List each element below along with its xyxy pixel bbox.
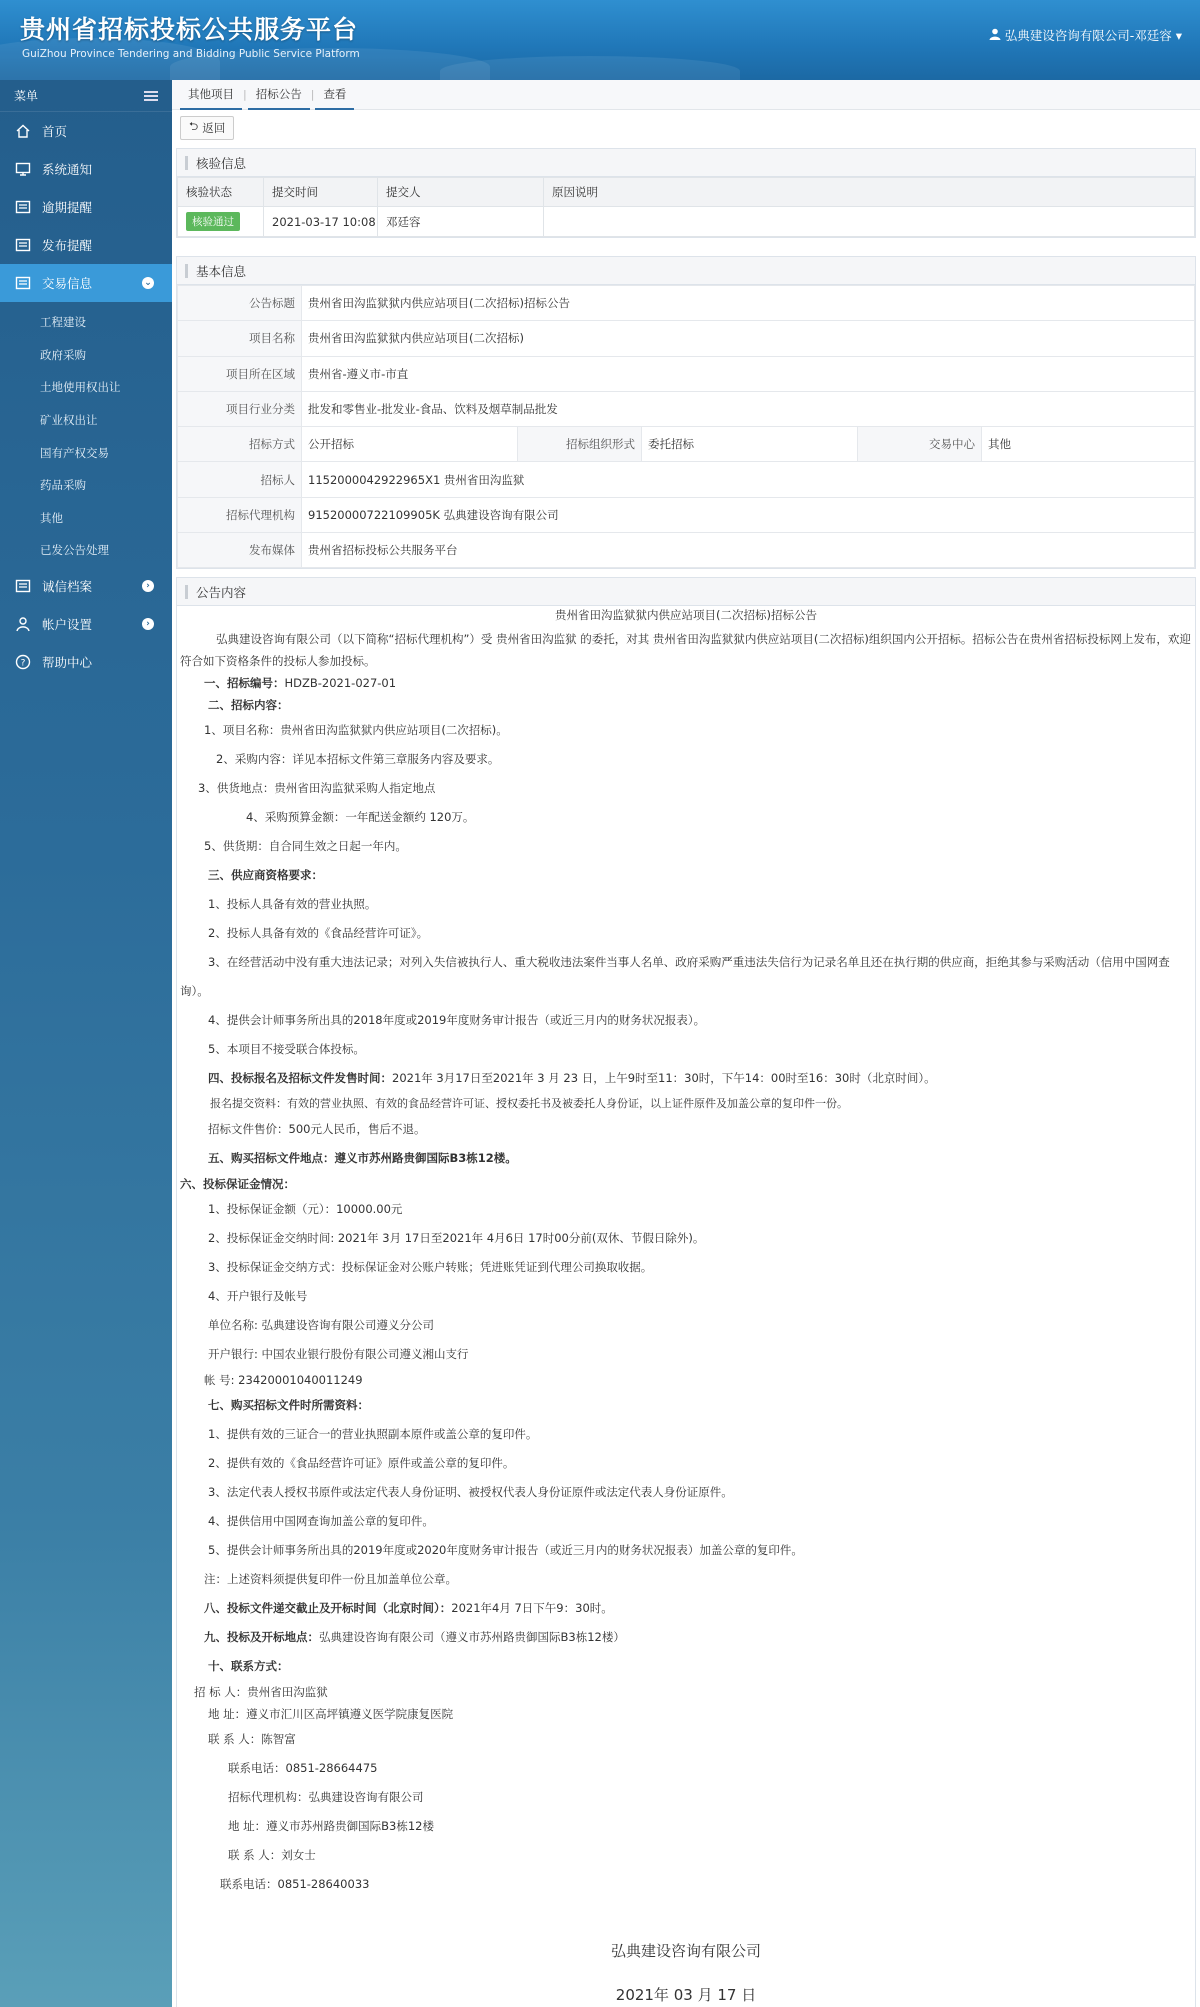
verify-panel xyxy=(176,148,1196,238)
text-line: 4、提供信用中国网查询加盖公章的复印件。 xyxy=(208,1514,434,1529)
text-line: 1、提供有效的三证合一的营业执照副本原件或盖公章的复印件。 xyxy=(208,1427,538,1442)
section-label: 一、招标编号： xyxy=(204,676,285,691)
menu-header xyxy=(0,80,172,112)
col-header: 提交人 xyxy=(378,178,544,207)
field-label: 招标组织形式 xyxy=(518,427,642,462)
toolbar xyxy=(172,110,1200,146)
announcement-panel xyxy=(176,577,1196,2007)
section-label: 九、投标及开标地点： xyxy=(204,1630,319,1645)
submitter: 邓廷容 xyxy=(378,207,544,237)
nav-trade-info[interactable] xyxy=(0,264,172,302)
tender-number: HDZB-2021-027-01 xyxy=(284,676,397,691)
text-line: 开户银行: 中国农业银行股份有限公司遵义湘山支行 xyxy=(208,1347,469,1362)
text-line: 3、供货地点：贵州省田沟监狱采购人指定地点 xyxy=(198,781,436,796)
text-line: 帐 号: 23420001040011249 xyxy=(204,1373,363,1388)
svg-text:?: ? xyxy=(20,658,26,669)
section-heading: 五、购买招标文件地点：遵义市苏州路贵御国际B3栋12楼。 xyxy=(208,1151,517,1166)
text-line: 联 系 人：刘女士 xyxy=(228,1848,316,1863)
location: 弘典建设咨询有限公司（遵义市苏州路贵御国际B3栋12楼） xyxy=(319,1630,625,1645)
nav-label: 帮助中心 xyxy=(42,654,93,670)
status-badge: 核验通过 xyxy=(186,212,240,231)
help-icon xyxy=(14,653,32,671)
separator: | xyxy=(310,88,315,101)
text-line: 联系电话：0851-28640033 xyxy=(220,1877,370,1892)
text-line: 联 系 人：陈智富 xyxy=(208,1732,296,1747)
field-label: 公告标题 xyxy=(178,286,302,321)
hamburger-icon[interactable] xyxy=(144,91,158,101)
signature: 弘典建设咨询有限公司 xyxy=(610,1942,761,1961)
sale-time: 2021年 3月17日至2021年 3 月 23 日，上午9时至11：30时，下午14：00时至16：30时（北京时间）。 xyxy=(392,1071,936,1086)
nav-system-notice[interactable] xyxy=(0,150,172,188)
nav-label: 交易信息 xyxy=(42,276,93,291)
reason xyxy=(544,207,1195,237)
caret-down-icon: ▾ xyxy=(1175,27,1182,43)
signature-date: 2021年 03 月 17 日 xyxy=(615,1986,757,2005)
nav-label: 系统通知 xyxy=(42,162,93,177)
section-heading: 三、供应商资格要求： xyxy=(208,868,323,883)
text-line: 4、开户银行及帐号 xyxy=(208,1289,308,1304)
field-label: 项目名称 xyxy=(178,321,302,356)
text-line: 4、提供会计师事务所出具的2018年度或2019年度财务审计报告（或近三月内的财务状况报表）。 xyxy=(208,1013,706,1028)
nav-account-settings[interactable] xyxy=(0,605,172,643)
sub-item-published-handling[interactable]: 已发公告处理 xyxy=(40,543,109,558)
user-menu[interactable] xyxy=(989,26,1182,44)
text-line: 4、采购预算金额：一年配送金额约 120万。 xyxy=(246,810,475,825)
deadline: 2021年4月 7日下午9：30时。 xyxy=(451,1601,613,1616)
top-header xyxy=(0,0,1200,86)
col-header: 提交时间 xyxy=(264,178,378,207)
list-icon xyxy=(14,198,32,216)
section-heading: 二、招标内容： xyxy=(208,698,289,713)
basic-panel-title: 基本信息 xyxy=(177,257,1195,285)
text-line: 2、提供有效的《食品经营许可证》原件或盖公章的复印件。 xyxy=(208,1456,515,1471)
text-line: 地 址：遵义市汇川区高坪镇遵义医学院康复医院 xyxy=(208,1707,454,1722)
nav-help-center[interactable] xyxy=(0,643,172,681)
list-icon xyxy=(14,274,32,292)
announcement-body xyxy=(177,606,1195,2007)
section-heading: 十、联系方式： xyxy=(208,1659,289,1674)
field-label: 项目所在区域 xyxy=(178,356,302,391)
field-label: 招标方式 xyxy=(178,427,302,462)
field-value: 公开招标 xyxy=(302,427,518,462)
site-subtitle: GuiZhou Province Tendering and Bidding Public Service Platform xyxy=(22,48,360,60)
section-heading: 六、投标保证金情况： xyxy=(180,1177,295,1192)
text-line: 联系电话：0851-28664475 xyxy=(228,1761,378,1776)
main-content xyxy=(172,80,1200,2007)
field-label: 招标人 xyxy=(178,462,302,497)
field-value: 其他 xyxy=(982,427,1195,462)
user-icon xyxy=(14,615,32,633)
nav-publish-reminder[interactable] xyxy=(0,226,172,264)
site-title: 贵州省招标投标公共服务平台 xyxy=(20,15,359,44)
nav-overdue-reminder[interactable] xyxy=(0,188,172,226)
menu-label: 菜单 xyxy=(14,89,39,103)
sub-item-other[interactable]: 其他 xyxy=(40,510,63,525)
nav-label: 逾期提醒 xyxy=(42,200,93,215)
field-value: 贵州省田沟监狱狱内供应站项目(二次招标)招标公告 xyxy=(302,286,1195,321)
field-value: 115200004292296​5X1 贵州省田沟监狱 xyxy=(302,462,1195,497)
text-line: 5、本项目不接受联合体投标。 xyxy=(208,1042,365,1057)
text-line: 招 标 人：贵州省田沟监狱 xyxy=(194,1685,328,1700)
chevron-down-icon: ⌄ xyxy=(142,277,154,289)
intro-paragraph: 弘典建设咨询有限公司（以下简称“招标代理机构”）受 贵州省田沟监狱 的委托，对其 贵州省田沟监狱狱内供应站项目(二次招标)组织国内公开招标。招标公告在贵州省招标投标网上发布，欢迎符合如下资格条件的投标人参加投标。 xyxy=(180,632,1191,669)
breadcrumb xyxy=(172,80,1200,110)
section-label: 四、投标报名及招标文件发售时间： xyxy=(208,1071,392,1086)
sidebar xyxy=(0,80,172,2007)
text-line: 5、供货期：自合同生效之日起一年内。 xyxy=(204,839,407,854)
field-value: 贵州省-遵义市-市直 xyxy=(302,356,1195,391)
sub-item-land-transfer[interactable]: 土地使用权出让 xyxy=(40,380,121,395)
text-line: 报名提交资料：有效的营业执照、有效的食品经营许可证、授权委托书及被委托人身份证，以上证件原件及加盖公章的复印件一份。 xyxy=(210,1097,848,1111)
tab-tender-announcement[interactable]: 招标公告 xyxy=(248,80,310,110)
field-label: 项目行业分类 xyxy=(178,391,302,426)
tab-view[interactable]: 查看 xyxy=(315,80,354,110)
field-value: 委托招标 xyxy=(642,427,858,462)
chevron-right-icon: › xyxy=(142,618,154,630)
announcement-title: 贵州省田沟监狱狱内供应站项目(二次招标)招标公告 xyxy=(555,608,817,623)
text-line: 3、在经营活动中没有重大违法记录；对列入失信被执行人、重大税收违法案件当事人名单、政府采购严重违法失信行为记录名单且还在执行期的供应商，拒绝其参与采购活动（信用中国网查询）。 xyxy=(180,955,1170,999)
text-line: 1、投标保证金额（元）：10000.00元 xyxy=(208,1202,403,1217)
field-value: 批发和零售业-批发业-食品、饮料及烟草制品批发 xyxy=(302,391,1195,426)
field-label: 交易中心 xyxy=(858,427,982,462)
text-line: 注：上述资料须提供复印件一份且加盖单位公章。 xyxy=(204,1572,457,1587)
announcement-panel-title: 公告内容 xyxy=(177,578,1195,606)
text-line: 2、投标保证金交纳时间: 2021年 3月 17日至2021年 4月6日 17时00分前(双休、节假日除外)。 xyxy=(208,1231,705,1246)
separator: | xyxy=(243,88,247,101)
text-line: 2、采购内容：详见本招标文件第三章服务内容及要求。 xyxy=(216,752,500,767)
field-value: 贵州省招标投标公共服务平台 xyxy=(302,533,1195,568)
user-icon xyxy=(989,28,1001,43)
text-line: 地 址：遵义市苏州路贵御国际B3栋12楼 xyxy=(228,1819,434,1834)
text-line: 3、法定代表人授权书原件或法定代表人身份证明、被授权代表人身份证原件或法定代表人身份证原件。 xyxy=(208,1485,733,1500)
field-value: 贵州省田沟监狱狱内供应站项目(二次招标) xyxy=(302,321,1195,356)
text-line: 5、提供会计师事务所出具的2019年度或2020年度财务审计报告（或近三月内的财务状况报表）加盖公章的复印件。 xyxy=(208,1543,803,1558)
back-button[interactable] xyxy=(180,116,234,140)
chevron-right-icon: › xyxy=(142,580,154,592)
back-icon: ⮌ xyxy=(189,118,199,133)
text-line: 单位名称: 弘典建设咨询有限公司遵义分公司 xyxy=(208,1318,435,1333)
text-line: 1、投标人具备有效的营业执照。 xyxy=(208,897,377,912)
text-line: 招标文件售价：500元人民币，售后不退。 xyxy=(208,1122,426,1137)
sub-item-gov-procurement[interactable]: 政府采购 xyxy=(40,347,86,362)
field-value: 91520000722109905K 弘典建设咨询有限公司 xyxy=(302,497,1195,532)
table-row xyxy=(178,207,1195,237)
verify-panel-title: 核验信息 xyxy=(177,149,1195,177)
nav-home[interactable] xyxy=(0,112,172,150)
text-line: 3、投标保证金交纳方式：投标保证金对公账户转账；凭进账凭证到代理公司换取收据。 xyxy=(208,1260,653,1275)
list-icon xyxy=(14,236,32,254)
field-label: 招标代理机构 xyxy=(178,497,302,532)
nav-label: 帐户设置 xyxy=(42,616,93,632)
field-label: 发布媒体 xyxy=(178,533,302,568)
user-name: 弘典建设咨询有限公司-邓廷容 xyxy=(1004,28,1172,43)
sub-item-mining-rights[interactable]: 矿业权出让 xyxy=(40,413,98,428)
home-icon xyxy=(14,122,32,140)
sub-item-drug-procurement[interactable]: 药品采购 xyxy=(40,478,86,493)
text-line: 2、投标人具备有效的《食品经营许可证》。 xyxy=(208,926,429,941)
nav-credit-archive[interactable] xyxy=(0,567,172,605)
col-header: 原因说明 xyxy=(544,178,1195,207)
verify-table xyxy=(177,177,1195,237)
list-icon xyxy=(14,577,32,595)
sub-item-state-property[interactable]: 国有产权交易 xyxy=(40,445,109,460)
nav-label: 发布提醒 xyxy=(42,238,93,253)
monitor-icon xyxy=(14,160,32,178)
basic-info-table xyxy=(177,285,1195,568)
nav-label: 首页 xyxy=(42,124,68,139)
back-label: 返回 xyxy=(202,121,226,135)
sub-item-construction[interactable]: 工程建设 xyxy=(40,315,86,330)
submit-time: 2021-03-17 10:08 xyxy=(264,207,378,237)
col-header: 核验状态 xyxy=(178,178,264,207)
basic-panel xyxy=(176,256,1196,569)
nav-label: 诚信档案 xyxy=(42,578,93,594)
section-label: 八、投标文件递交截止及开标时间（北京时间）： xyxy=(204,1601,452,1616)
section-heading: 七、购买招标文件时所需资料： xyxy=(208,1398,369,1413)
tab-other-projects[interactable]: 其他项目 xyxy=(180,80,242,110)
text-line: 招标代理机构：弘典建设咨询有限公司 xyxy=(228,1790,424,1805)
text-line: 1、项目名称：贵州省田沟监狱狱内供应站项目(二次招标)。 xyxy=(204,723,508,738)
